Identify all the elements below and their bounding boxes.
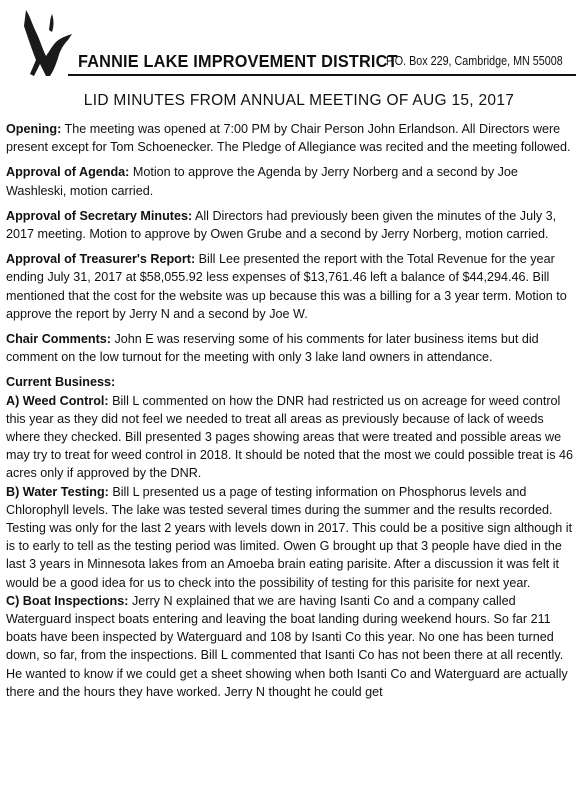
- section-chair-comments: [6, 330, 580, 366]
- section-text: All Directors had previously been given the minutes of the July 3, 2017 meeting. Motion to approve by Owen Grube and a second by Jerry Norberg, motion carried.: [6, 208, 557, 242]
- section-treasurer-report: [6, 250, 580, 323]
- section-label: Opening:: [6, 122, 62, 136]
- section-secretary-minutes: [6, 207, 580, 243]
- org-line: [78, 46, 576, 76]
- section-text: The meeting was opened at 7:00 PM by Chair Person John Erlandson. All Directors were present except for Tom Schoenecker. The Pledge of Allegiance was recited and the meeting followed.: [6, 122, 571, 155]
- org-address: P.O. Box 229, Cambridge, MN 55008: [386, 54, 563, 68]
- section-text: Motion to approve the Agenda by Jerry Norberg and a second by Joe Washleski, motion carried.: [6, 165, 518, 198]
- section-label: A) Weed Control:: [6, 393, 109, 408]
- section-water-testing: [6, 483, 580, 592]
- current-business-heading: Current Business:: [6, 375, 116, 390]
- section-text: Bill L presented us a page of testing information on Phosphorus levels and Chlorophyll levels. The lake was tested several times during the summer and the results recorded. Testing was only for the last 2 years with levels down in 2017. This could be a positive sign although it is to early to tell as the testing period was limited. Owen G brought up that 3 people have died in the last 3 years in Minnesota lakes from an Amoeba brain eating parisite. After a discussion it was felt it would be a good idea for us to check into the possibility of testing for this parisite for next year.: [6, 484, 573, 590]
- section-text: Bill L commented on how the DNR had restricted us on acreage for weed control this year as they did not feel we needed to treat all areas as previously because of lack of weeds where they checked. Bill presented 3 pages showing areas that were treated and possible areas we may try to treat for weed control in 2018. It should be noted that the most we could possible treat is 46 acres only if approved by the DNR.: [6, 393, 574, 481]
- section-text: John E was reserving some of his comments for later business items but did comment on the low turnout for the meeting with only 3 lake land owners in attendance.: [6, 332, 539, 365]
- section-label: Approval of Secretary Minutes:: [6, 208, 193, 223]
- section-opening: [6, 120, 580, 156]
- document-title: LID MINUTES FROM ANNUAL MEETING OF AUG 15, 2017: [83, 92, 515, 109]
- header-rule: [68, 74, 576, 76]
- section-weed-control: [6, 392, 580, 483]
- section-label: C) Boat Inspections:: [6, 593, 129, 608]
- section-boat-inspections: [6, 592, 580, 701]
- section-agenda: [6, 163, 580, 199]
- section-text: Jerry N explained that we are having Isanti Co and a company called Waterguard inspect boats entering and leaving the boat landing during weekend hours. So far 211 boats have been inspected by Waterguard and 108 by Isanti Co this year. No one has been turned down, so far, from the inspections. Bill L commented that Isanti Co has not been there at all recently. He wanted to know if we could get a sheet showing when both Isanti Co and Waterguard are actually there and the hours they have worked. Jerry N thought he could get: [6, 593, 568, 699]
- section-text: Bill Lee presented the report with the Total Revenue for the year ending July 31, 2017 at $58,055.92 less expenses of $13,761.46 left a balance of $44,294.46. Bill mentioned that the cost for the website was up because this was a billing for a 3 year term. Motion to approve the report by Jerry N and a second by Joe W.: [6, 252, 567, 321]
- section-label: Approval of Treasurer's Report:: [6, 252, 196, 267]
- letterhead: [6, 0, 580, 86]
- section-label: Chair Comments:: [6, 332, 111, 347]
- section-label: Approval of Agenda:: [6, 165, 130, 180]
- section-label: B) Water Testing:: [6, 484, 109, 499]
- org-name: FANNIE LAKE IMPROVEMENT DISTRICT: [78, 50, 398, 71]
